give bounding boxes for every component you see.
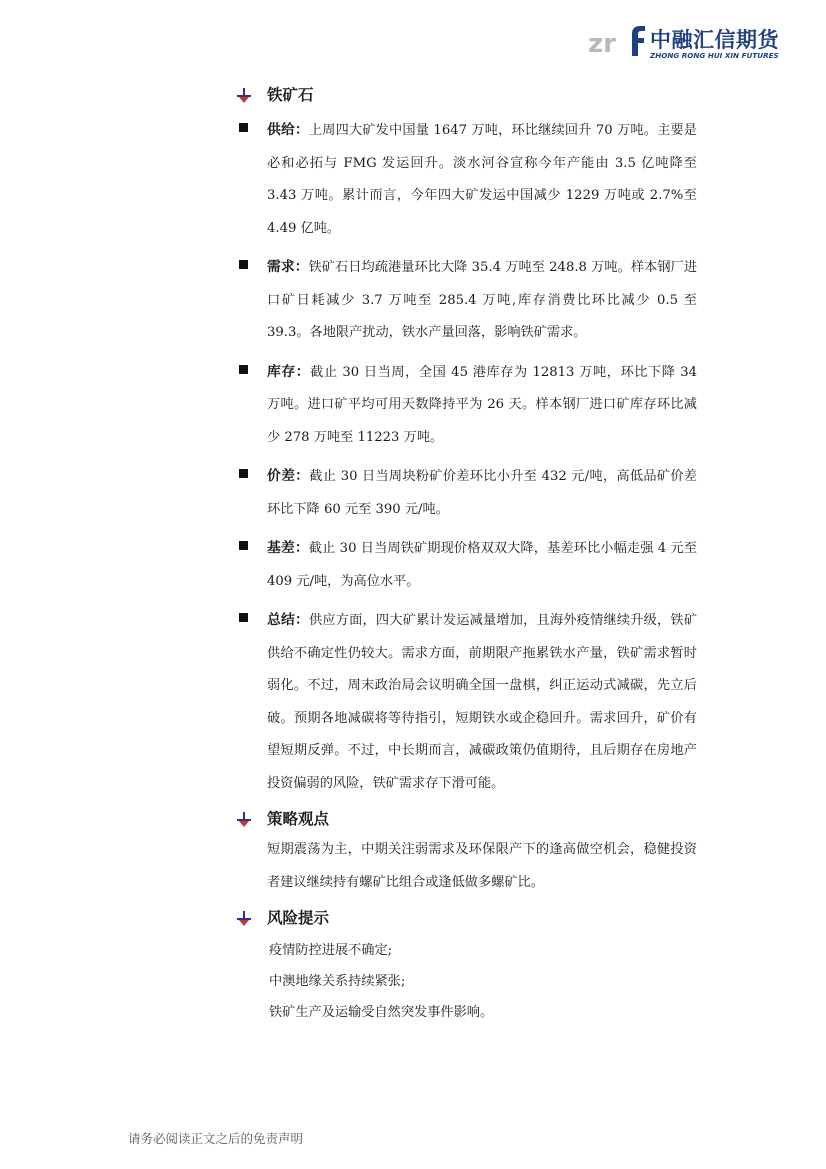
arrow-down-icon [237,88,251,103]
zrf-logo-mark [588,20,646,60]
svg-text:zr: zr [588,29,616,59]
item-label: 总结： [267,612,309,628]
list-item: 疫情防控进展不确定; [269,943,393,958]
item-text: 截止 30 日当周，全国 45 港库存为 12813 万吨，环比下降 34 万吨。进口矿平均可用天数降持平为 26 天。样本钢厂进口矿库存环比减少 278 万吨至 11223 万吨。 [267,364,698,445]
risk-list [237,935,697,1028]
report-content [237,76,697,1028]
section-title-risk: 风险提示 [267,909,330,927]
square-bullet-icon [239,123,248,132]
section-risk-header [237,905,697,933]
list-item-inventory [237,356,697,455]
arrow-down-icon [237,812,251,827]
company-logo [588,18,788,64]
item-label: 基差： [267,540,309,556]
square-bullet-icon [239,613,248,622]
square-bullet-icon [239,365,248,374]
item-label: 库存： [267,363,311,380]
section-iron-ore-header [237,82,697,110]
list-item-price-spread [237,460,697,526]
list-item-demand [237,251,697,350]
item-text: 上周四大矿发中国量 1647 万吨，环比继续回升 70 万吨。主要是必和必拓与 FMG 发运回升。淡水河谷宣称今年产能由 3.5 亿吨降至 3.43 万吨。累计而言，今年四大矿发运中国减少 1229 万吨或 2.7%至 4.49 亿吨。 [267,123,697,236]
list-item: 铁矿生产及运输受自然突发事件影响。 [269,1005,494,1020]
list-item-supply [237,114,697,245]
item-text: 供应方面，四大矿累计发运减量增加，且海外疫情继续升级，铁矿供给不确定性仍较大。需求方面，前期限产拖累铁水产量，铁矿需求暂时弱化。不过，周末政治局会议明确全国一盘棋，纠正运动式减碳，先立后破。预期各地减碳将等待指引，短期铁水或企稳回升。需求回升，矿价有望短期反弹。不过，中长期而言，减碳政策仍值期待，且后期存在房地产投资偏弱的风险，铁矿需求存下滑可能。 [267,613,698,791]
list-item-basis [237,532,697,598]
arrow-down-icon [237,911,251,926]
square-bullet-icon [239,260,248,269]
list-item: 中澳地缘关系持续紧张; [269,974,406,989]
list-item-summary [237,604,697,800]
item-text: 截止 30 日当周铁矿期现价格双双大降，基差环比小幅走强 4 元至 409 元/吨，为高位水平。 [267,541,698,589]
strategy-text: 短期震荡为主，中期关注弱需求及环保限产下的逢高做空机会，稳健投资者建议继续持有螺矿比组合或逢低做多螺矿比。 [267,842,697,890]
section-title-strategy: 策略观点 [267,810,330,828]
logo-chinese-name: 中融汇信期货 [650,28,779,52]
item-text: 铁矿石日均疏港量环比大降 35.4 万吨至 248.8 万吨。样本钢厂进口矿日耗减少 3.7 万吨至 285.4 万吨,库存消费比环比减少 0.5 至 39.3。各地限产扰动，铁水产量回落，影响铁矿需求。 [267,260,698,340]
section-strategy-header [237,806,697,834]
footer-disclaimer: 请务必阅读正文之后的免责声明 [128,1131,304,1146]
square-bullet-icon [239,541,248,550]
square-bullet-icon [239,469,248,478]
section-title-iron-ore: 铁矿石 [267,86,314,104]
logo-english-name: ZHONG RONG HUI XIN FUTURES [650,51,779,60]
item-label: 需求： [267,259,309,275]
item-label: 供给： [267,122,309,138]
item-text: 截止 30 日当周块粉矿价差环比小升至 432 元/吨，高低品矿价差环比下降 60 元至 390 元/吨。 [267,469,697,517]
item-label: 价差： [267,468,310,484]
